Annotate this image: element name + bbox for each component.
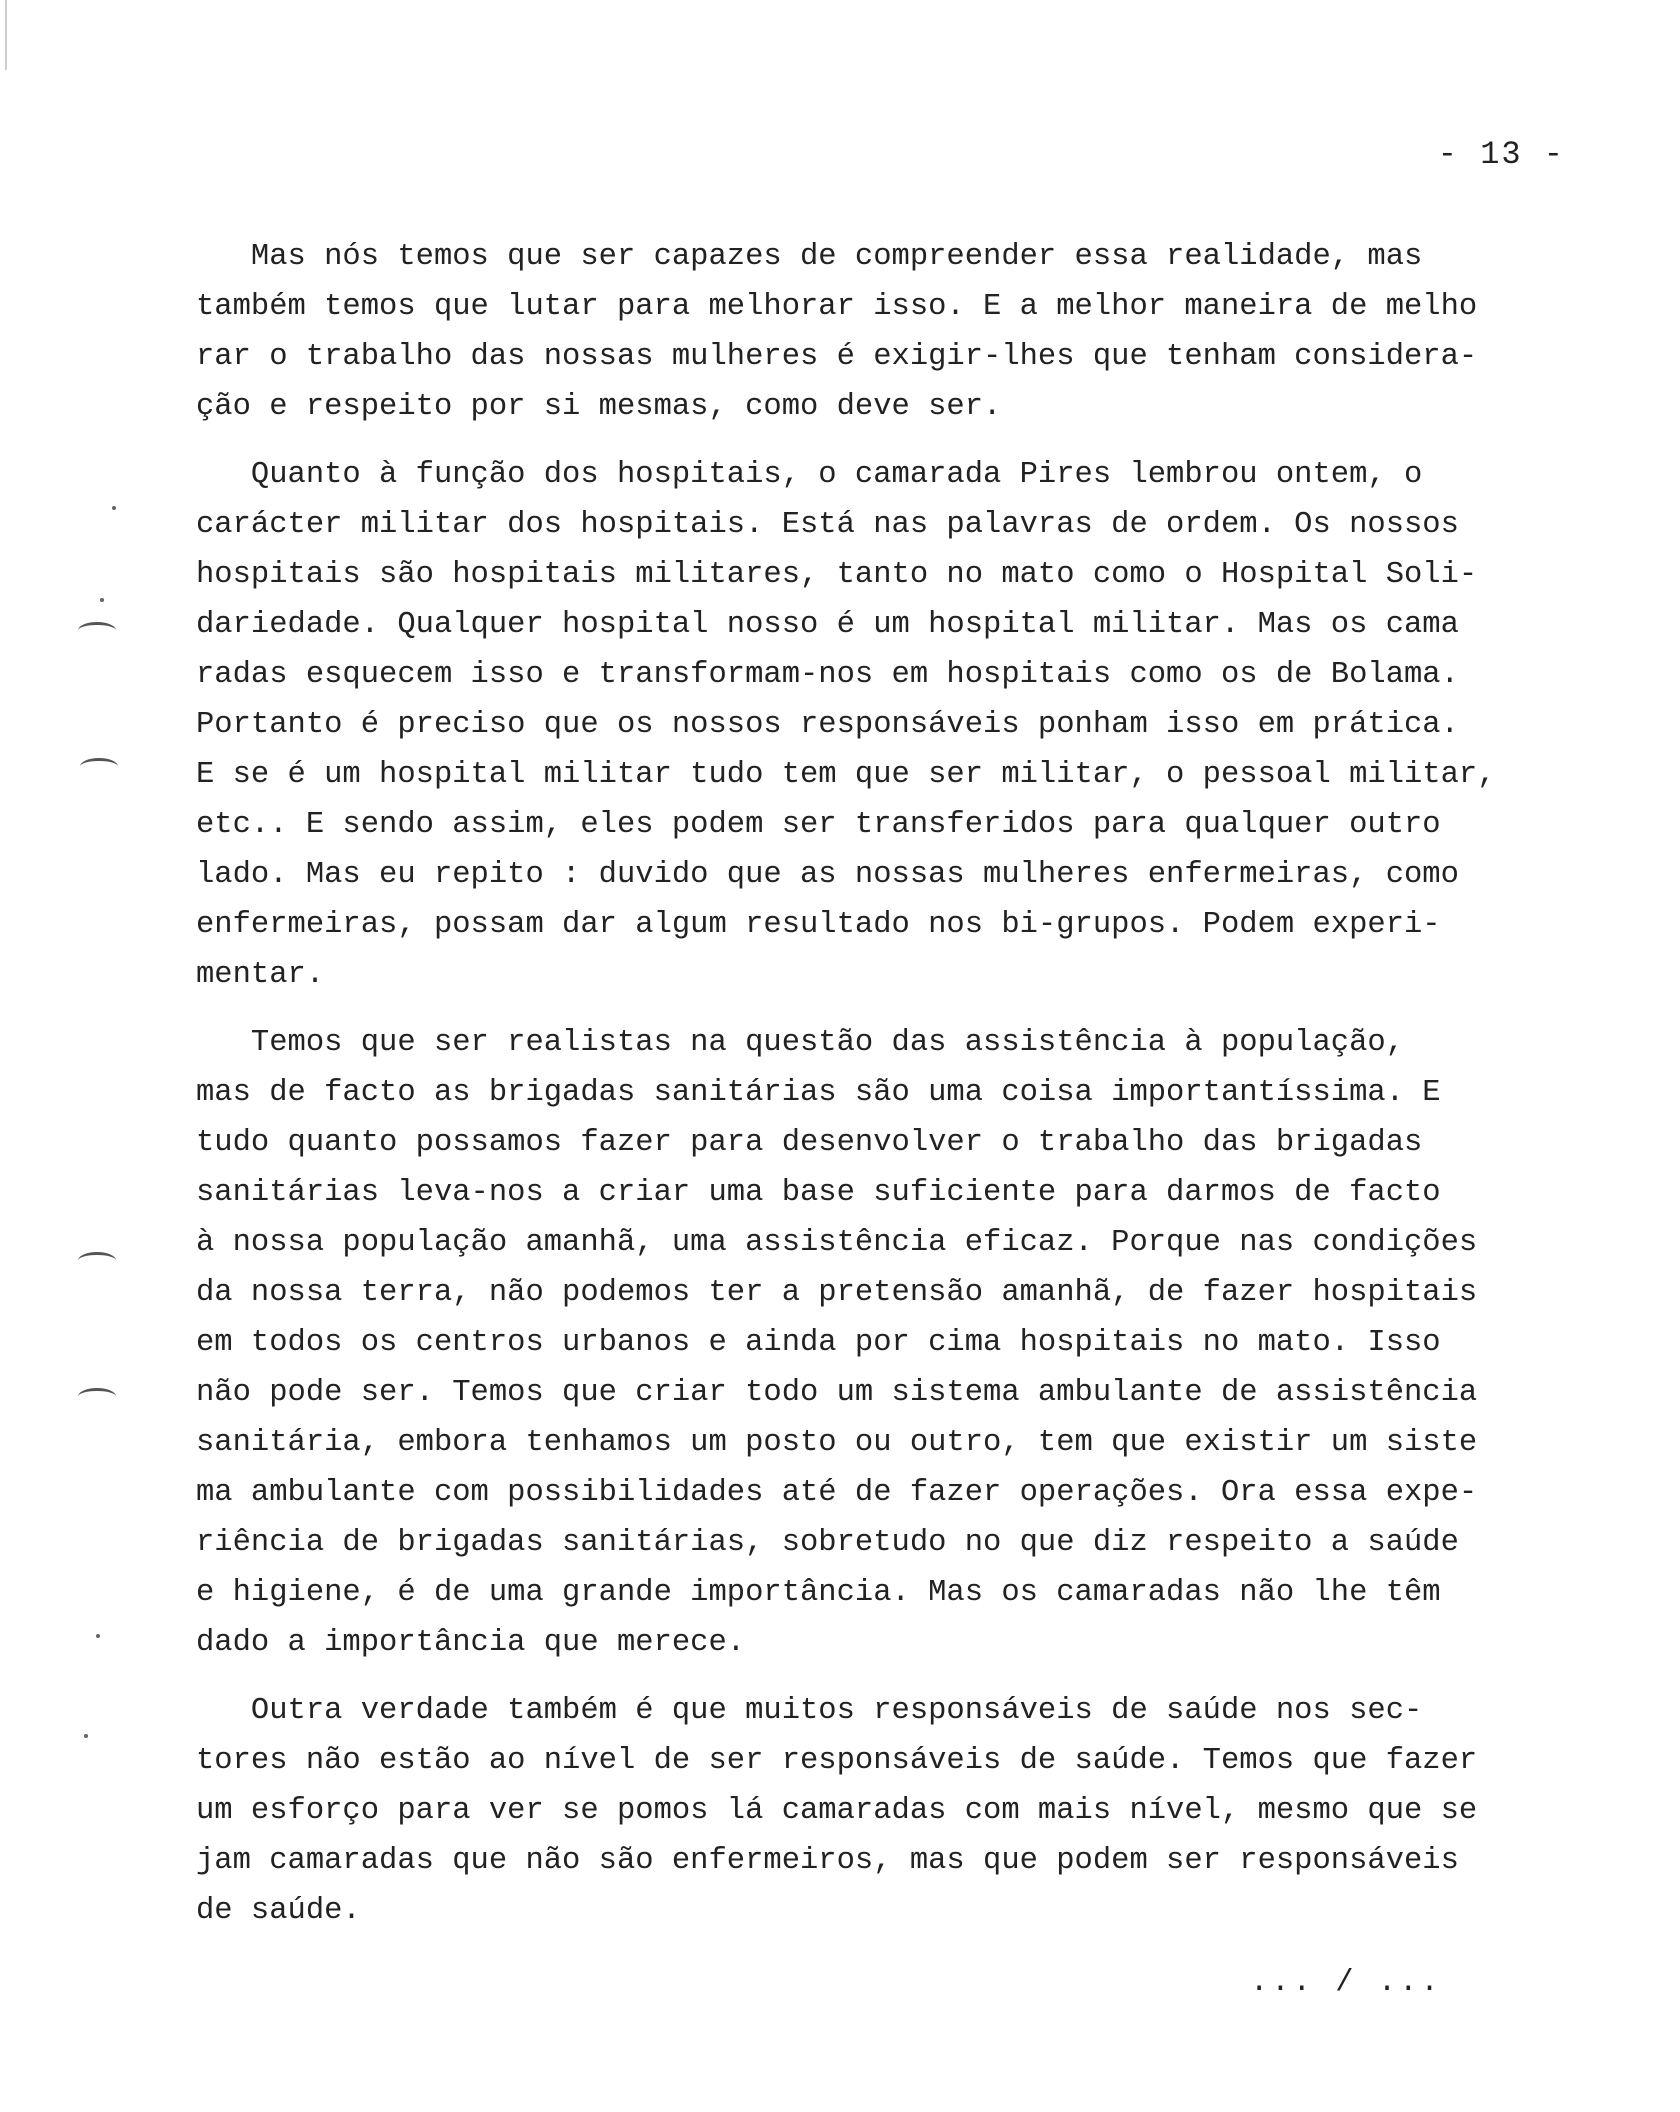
text-line: dado a importância que merece. — [196, 1626, 746, 1660]
text-line: radas esquecem isso e transformam-nos em hospitais como os de Bolama. — [196, 658, 1459, 692]
text-line: sanitárias leva-nos a criar uma base suficiente para darmos de facto — [196, 1176, 1441, 1210]
page-edge-mark — [5, 0, 7, 70]
paragraph-2 — [196, 450, 1646, 1000]
margin-dot — [112, 506, 116, 510]
text-line: não pode ser. Temos que criar todo um sistema ambulante de assistência — [196, 1376, 1478, 1410]
page-number: - 13 - — [1437, 136, 1565, 173]
paragraph-4 — [196, 1686, 1646, 1936]
text-line: da nossa terra, não podemos ter a pretensão amanhã, de fazer hospitais — [196, 1276, 1478, 1310]
paragraph-1 — [196, 232, 1646, 432]
margin-scan-mark — [78, 622, 116, 639]
text-line: e higiene, é de uma grande importância. Mas os camaradas não lhe têm — [196, 1576, 1441, 1610]
text-line: Quanto à função dos hospitais, o camarada Pires lembrou ontem, o — [196, 458, 1423, 492]
text-line: Outra verdade também é que muitos responsáveis de saúde nos sec- — [196, 1694, 1423, 1728]
margin-dot — [100, 598, 104, 602]
text-line: Temos que ser realistas na questão das assistência à população, — [196, 1026, 1404, 1060]
text-line: lado. Mas eu repito : duvido que as nossas mulheres enfermeiras, como — [196, 858, 1459, 892]
text-line: em todos os centros urbanos e ainda por cima hospitais no mato. Isso — [196, 1326, 1441, 1360]
text-line: enfermeiras, possam dar algum resultado nos bi-grupos. Podem experi- — [196, 908, 1441, 942]
text-line: rar o trabalho das nossas mulheres é exigir-lhes que tenham considera- — [196, 340, 1478, 374]
text-line: tores não estão ao nível de ser responsáveis de saúde. Temos que fazer — [196, 1744, 1478, 1778]
text-line: dariedade. Qualquer hospital nosso é um hospital militar. Mas os cama — [196, 608, 1459, 642]
text-line: mas de facto as brigadas sanitárias são uma coisa importantíssima. E — [196, 1076, 1441, 1110]
text-line: riência de brigadas sanitárias, sobretudo no que diz respeito a saúde — [196, 1526, 1459, 1560]
text-line: tudo quanto possamos fazer para desenvolver o trabalho das brigadas — [196, 1126, 1423, 1160]
text-line: à nossa população amanhã, uma assistência eficaz. Porque nas condições — [196, 1226, 1478, 1260]
margin-scan-mark — [80, 758, 118, 775]
text-line: ção e respeito por si mesmas, como deve ser. — [196, 390, 1002, 424]
text-line: Portanto é preciso que os nossos responsáveis ponham isso em prática. — [196, 708, 1459, 742]
text-line: hospitais são hospitais militares, tanto no mato como o Hospital Soli- — [196, 558, 1478, 592]
margin-scan-mark — [78, 1388, 116, 1405]
text-line: jam camaradas que não são enfermeiros, mas que podem ser responsáveis — [196, 1844, 1459, 1878]
margin-scan-mark — [78, 1252, 116, 1269]
text-line: um esforço para ver se pomos lá camaradas com mais nível, mesmo que se — [196, 1794, 1478, 1828]
paragraph-3 — [196, 1018, 1646, 1668]
text-line: Mas nós temos que ser capazes de compreender essa realidade, mas — [196, 240, 1423, 274]
text-line: também temos que lutar para melhorar isso. E a melhor maneira de melho — [196, 290, 1478, 324]
text-line: de saúde. — [196, 1894, 361, 1928]
text-line: carácter militar dos hospitais. Está nas palavras de ordem. Os nossos — [196, 508, 1459, 542]
text-line: etc.. E sendo assim, eles podem ser transferidos para qualquer outro — [196, 808, 1441, 842]
document-body — [196, 232, 1646, 1954]
text-line: sanitária, embora tenhamos um posto ou outro, tem que existir um siste — [196, 1426, 1478, 1460]
continuation-marker: ... / ... — [1250, 1966, 1442, 2000]
text-line: mentar. — [196, 958, 325, 992]
margin-dot — [96, 1634, 100, 1638]
text-line: ma ambulante com possibilidades até de fazer operações. Ora essa expe- — [196, 1476, 1478, 1510]
text-line: E se é um hospital militar tudo tem que ser militar, o pessoal militar, — [196, 758, 1496, 792]
margin-dot — [84, 1734, 88, 1738]
